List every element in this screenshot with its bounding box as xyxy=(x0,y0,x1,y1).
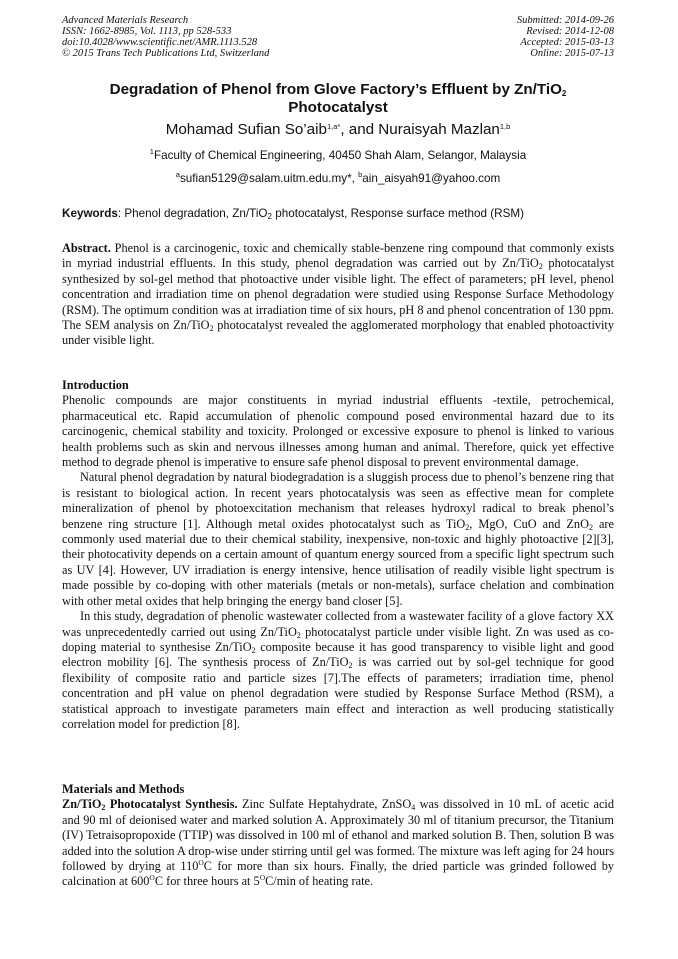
accepted-date: Accepted: 2015-03-13 xyxy=(520,37,614,48)
intro-paragraph-3: In this study, degradation of phenolic wastewater collected from a wastewater facility of a glove factory XX was unprecedentedly carried out using Zn/TiO$_2$ photocatalyst particle under visible light. Zn was used as co-doping material to synthesise Zn/TiO$_2$ composite because it has good transparency to visible light and good electron mobility [6]. The synthesis process of Zn/TiO$_2$ is was carried out by sol-gel technique for good flexibility of composite ratio and particle sizes [7].The effects of parameters; irradiation time, phenol concentration and pH value on phenol degradation were studied by Response Surface Method (RSM), a statistical approach to investigate parameters main effect and interaction as well producing statistically correlation model for prediction [8]. xyxy=(62,609,614,731)
paper-title: Degradation of Phenol from Glove Factory’s Effluent by Zn/TiO$_2$ Photocatalyst xyxy=(109,81,567,116)
methods-paragraph: Zn/TiO$_2$ Photocatalyst Synthesis. Zinc Sulfate Heptahydrate, ZnSO$_4$ was dissolved in 10 mL of acetic acid and 90 ml of deionised water and marked solution A. Approximately 30 ml of titanium precursor, the Titanium (IV) Tetraisopropoxide (TTIP) was dissolved in 100 ml of ethanol and marked solution B. Then, solution B was added into the solution A drop-wise under stirring until gel was formed. The mixture was left aging for 24 hours followed by drying at $110^OC$ for more than six hours. Finally, the dried particle was grinded followed by calcination at $600^OC$ for three hours at $5^OC/\min$ of heating rate. xyxy=(62,797,614,889)
revised-date: Revised: 2014-12-08 xyxy=(526,26,614,37)
date-info xyxy=(517,15,614,59)
doi-line: doi:10.4028/www.scientific.net/AMR.1113.528 xyxy=(62,37,258,48)
intro-paragraph-1: Phenolic compounds are major constituents in myriad industrial effluents -textile, petrochemical, pharmaceutical etc. Rapid accumulation of phenolic compound posed environmental hazard due to its carcinogenic, chemical stability and toxicity. Prolonged or excessive exposure to phenol is linked to various health problems such as skin and nervous illnesses among human and animal. Therefore, quick yet effective method to degrade phenol is imperative to ensure safe phenol disposal to prevent environmental damage. xyxy=(62,393,614,470)
methods-heading: Materials and Methods xyxy=(62,782,185,796)
affiliation: $^1$Faculty of Chemical Engineering, 40450 Shah Alam, Selangor, Malaysia xyxy=(149,147,527,162)
online-date: Online: 2015-07-13 xyxy=(530,48,614,59)
emails: $^a$sufian5129@salam.uitm.edu.my*, $^b$ain_aisyah91@yahoo.com xyxy=(175,170,501,185)
methods-section xyxy=(62,782,614,890)
email-b: ain_aisyah91@yahoo.com xyxy=(362,172,501,185)
journal-name: Advanced Materials Research xyxy=(62,15,189,26)
journal-info xyxy=(62,15,269,59)
keywords: Keywords: Phenol degradation, Zn/TiO$_2$ photocatalyst, Response surface method (RSM) xyxy=(62,207,525,221)
copyright-line: © 2015 Trans Tech Publications Ltd, Switzerland xyxy=(62,48,270,59)
intro-paragraph-2: Natural phenol degradation by natural biodegradation is a sluggish process due to phenol’s benzene ring that is resistant to biological action. In recent years photocatalysis was seen as effective mean for complete mineralization of phenol by photoexcitation mechanism that releases hydroxyl radical to break phenol’s benzene ring structure [1]. Although metal oxides photocatalyst such as TiO$_2$, MgO, CuO and ZnO$_2$ are commonly used material due to their chemical stability, inexpensive, non-toxic and highly photoactive [2][3], their photocativity depends on a certain amount of quantum energy sourced from a specific light spectrum such as UV [4]. However, UV irradiation is energy intensive, hence utilisation of readily visible light spectrum is made possible by co-doping with other materials (metals or non-metals), surface chelation and combination with other metal oxides that help bringing the energy band closer [5]. xyxy=(62,470,614,608)
issn-line: ISSN: 1662-8985, Vol. 1113, pp 528-533 xyxy=(62,26,232,37)
author-1: Mohamad Sufian So’aib xyxy=(165,121,327,138)
author-line: Mohamad Sufian So’aib$^{1,a*}$, and Nuraisyah Mazlan$^{1,b}$ xyxy=(165,121,511,138)
introduction-heading: Introduction xyxy=(62,378,129,392)
introduction-section xyxy=(62,378,614,732)
synthesis-subheading: Zn/TiO$_2$ Photocatalyst Synthesis. xyxy=(62,797,238,813)
keywords-label: Keywords xyxy=(62,207,118,220)
submitted-date: Submitted: 2014-09-26 xyxy=(516,15,614,26)
author-2: , and Nuraisyah Mazlan xyxy=(340,121,500,138)
abstract-label: Abstract. xyxy=(62,241,111,255)
email-a: sufian5129@salam.uitm.edu.my*, xyxy=(179,172,359,185)
abstract: Abstract. Phenol is a carcinogenic, toxic and chemically stable-benzene ring compound that commonly exists in myriad industrial effluents. In this study, phenol degradation was carried out by Zn/TiO$_2$ photocatalyst synthesized by sol-gel method that photoactive under visible light. The effect of parameters; pH level, phenol concentration and irradiation time on phenol degradation were studied using Response Surface Methodology (RSM). The optimum condition was at irradiation time of six hours, pH 8 and phenol concentration of 130 ppm. The SEM analysis on Zn/TiO$_2$ photocatalyst revealed the agglomerated morphology that enabled photoactivity under visible light. xyxy=(62,241,614,348)
